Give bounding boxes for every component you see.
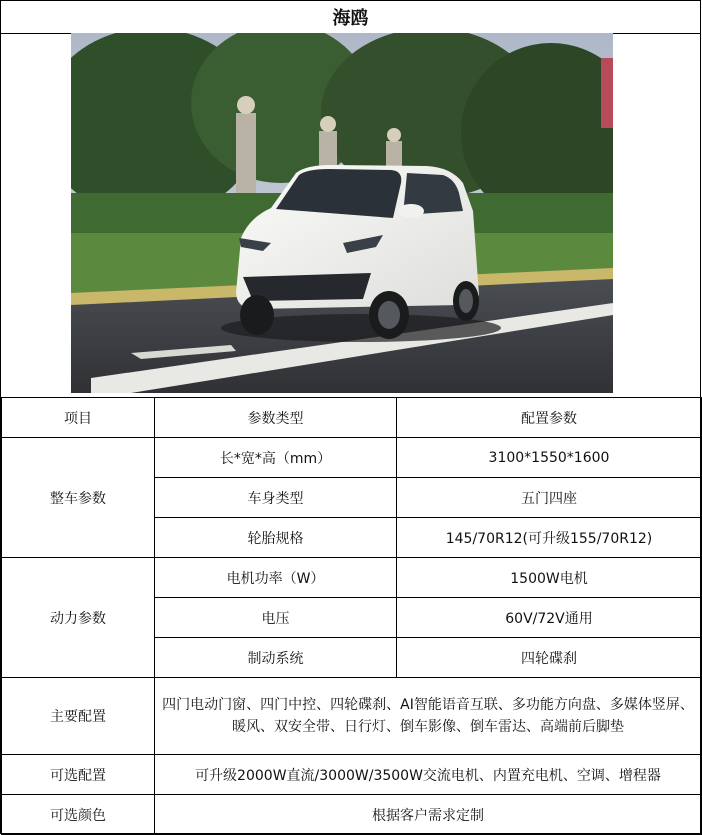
group-label: 可选颜色 — [2, 795, 155, 835]
group-label: 主要配置 — [2, 678, 155, 755]
car-photo — [71, 33, 613, 393]
param-name: 制动系统 — [155, 638, 397, 678]
param-name: 电压 — [155, 598, 397, 638]
param-value: 3100*1550*1600 — [397, 438, 702, 478]
page-title: 海鸥 — [1, 1, 700, 34]
spec-table — [1, 397, 702, 835]
header-cell: 项目 — [2, 398, 155, 438]
table-row — [2, 438, 702, 478]
group-label: 整车参数 — [2, 438, 155, 558]
group-label: 可选配置 — [2, 755, 155, 795]
param-name: 长*宽*高（mm） — [155, 438, 397, 478]
param-value: 四轮碟刹 — [397, 638, 702, 678]
header-cell: 配置参数 — [397, 398, 702, 438]
main-config-value: 四门电动门窗、四门中控、四轮碟刹、AI智能语音互联、多功能方向盘、多媒体竖屏、暖风、双安全带、日行灯、倒车影像、倒车雷达、高端前后脚垫 — [155, 678, 702, 755]
param-value: 五门四座 — [397, 478, 702, 518]
group-label: 动力参数 — [2, 558, 155, 678]
table-row — [2, 558, 702, 598]
table-header-row — [2, 398, 702, 438]
param-name: 电机功率（W） — [155, 558, 397, 598]
table-row — [2, 795, 702, 835]
table-row — [2, 755, 702, 795]
table-row — [2, 678, 702, 755]
header-cell: 参数类型 — [155, 398, 397, 438]
param-value: 60V/72V通用 — [397, 598, 702, 638]
param-value: 145/70R12(可升级155/70R12) — [397, 518, 702, 558]
param-name: 轮胎规格 — [155, 518, 397, 558]
optional-color-value: 根据客户需求定制 — [155, 795, 702, 835]
optional-config-value: 可升级2000W直流/3000W/3500W交流电机、内置充电机、空调、增程器 — [155, 755, 702, 795]
param-value: 1500W电机 — [397, 558, 702, 598]
param-name: 车身类型 — [155, 478, 397, 518]
